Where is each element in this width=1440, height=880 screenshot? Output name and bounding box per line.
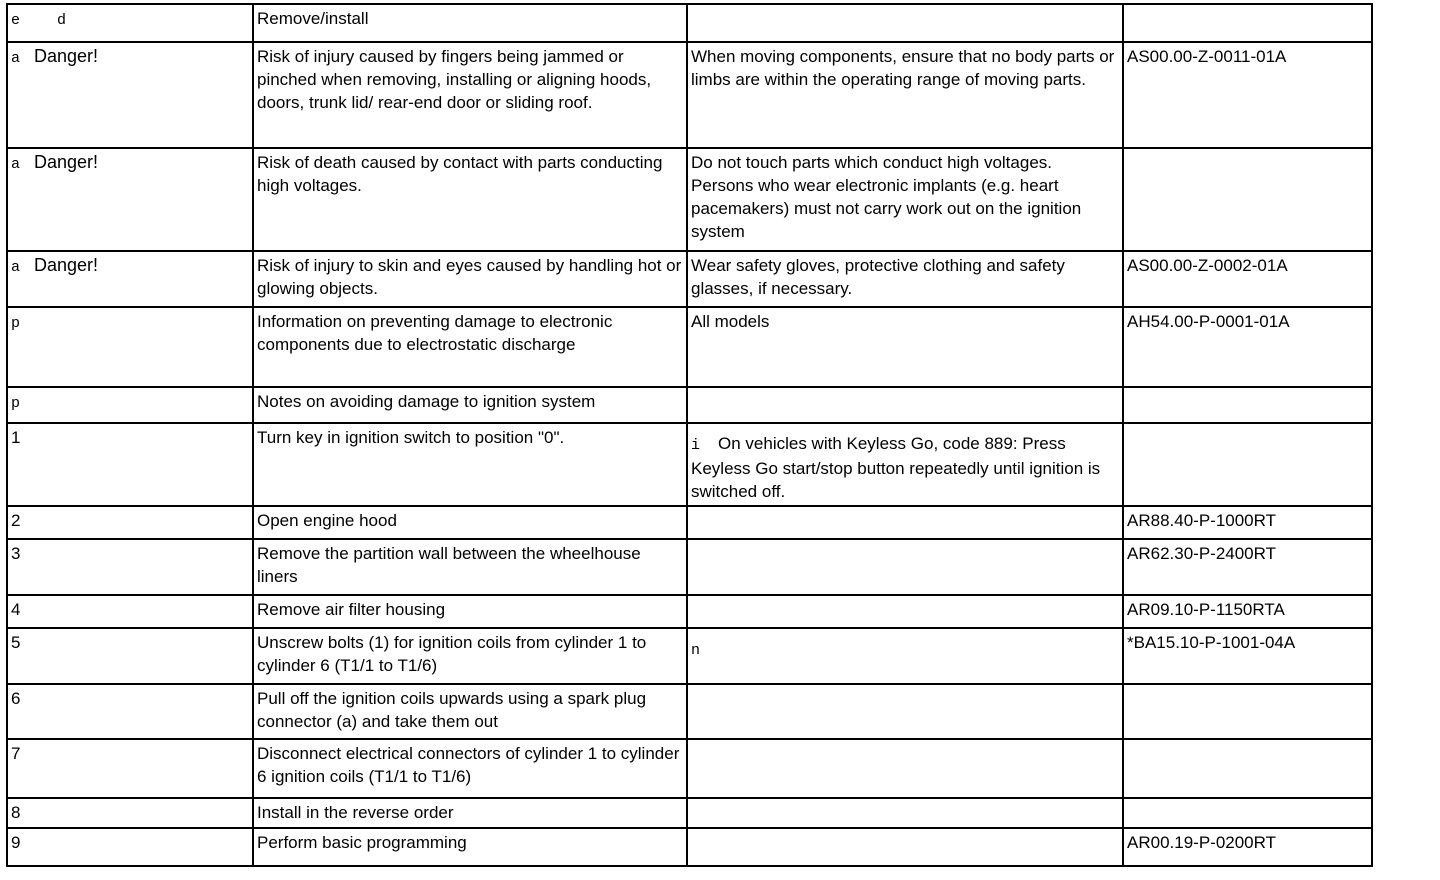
danger-label: Danger! (34, 46, 99, 66)
step-number: 8 (11, 803, 21, 822)
header-action-cell (253, 4, 687, 42)
danger-icon: a (11, 156, 21, 173)
step-description-cell (253, 628, 687, 684)
header-empty-ref-cell (1123, 4, 1372, 42)
header-symbol-cell (7, 4, 253, 42)
step-number-cell (7, 684, 253, 739)
step-reference-cell (1123, 539, 1372, 595)
step-measure-cell (687, 628, 1123, 684)
warning-reference-cell (1123, 251, 1372, 307)
step-reference[interactable]: AR62.30-P-2400RT (1127, 544, 1276, 563)
step-row (7, 506, 1372, 539)
warning-reference-cell (1123, 148, 1372, 251)
step-description: Perform basic programming (257, 833, 467, 852)
warning-reference-cell (1123, 42, 1372, 148)
warning-reference[interactable]: AS00.00-Z-0002-01A (1127, 256, 1288, 275)
info-row (7, 387, 1372, 423)
warning-row (7, 148, 1372, 251)
danger-label: Danger! (34, 255, 99, 275)
step-description-cell (253, 798, 687, 828)
step-measure-cell (687, 506, 1123, 539)
step-description-cell (253, 506, 687, 539)
step-reference[interactable]: AR88.40-P-1000RT (1127, 511, 1276, 530)
warning-measure: Wear safety gloves, protective clothing and safety glasses, if necessary. (691, 256, 1065, 298)
step-row (7, 628, 1372, 684)
step-number-cell (7, 739, 253, 798)
step-row (7, 595, 1372, 628)
step-reference-cell (1123, 628, 1372, 684)
step-description-cell (253, 539, 687, 595)
step-row (7, 423, 1372, 506)
danger-icon: a (11, 259, 21, 276)
step-row (7, 684, 1372, 739)
warning-description-cell (253, 148, 687, 251)
step-row (7, 739, 1372, 798)
prevention-icon: p (11, 315, 21, 332)
warning-description: Risk of injury to skin and eyes caused by handling hot or glowing objects. (257, 256, 682, 298)
step-description: Pull off the ignition coils upwards using a spark plug connector (a) and take them out (257, 689, 647, 731)
step-measure-cell (687, 423, 1123, 506)
warning-description: Risk of death caused by contact with parts conducting high voltages. (257, 153, 663, 195)
warning-row (7, 251, 1372, 307)
info-description-cell (253, 387, 687, 423)
warning-measure-cell (687, 42, 1123, 148)
step-number: 4 (11, 600, 21, 619)
warning-label-cell (7, 148, 253, 251)
step-reference[interactable]: AR09.10-P-1150RTA (1127, 600, 1285, 619)
danger-icon: a (11, 50, 21, 67)
step-description-cell (253, 684, 687, 739)
step-measure-cell (687, 684, 1123, 739)
step-number-cell (7, 595, 253, 628)
step-number: 3 (11, 544, 21, 563)
prevention-icon: p (11, 395, 21, 412)
step-number-cell (7, 506, 253, 539)
info-icon: i (691, 437, 701, 454)
step-reference-cell (1123, 595, 1372, 628)
step-description: Disconnect electrical connectors of cylinder 1 to cylinder 6 ignition coils (T1/1 to T1/6) (257, 744, 680, 786)
step-reference-cell (1123, 423, 1372, 506)
warning-label-cell (7, 251, 253, 307)
info-reference-cell (1123, 307, 1372, 387)
step-measure-cell (687, 798, 1123, 828)
step-number-cell (7, 628, 253, 684)
step-number: 2 (11, 511, 21, 530)
info-description: Notes on avoiding damage to ignition system (257, 392, 596, 411)
step-number: 7 (11, 744, 21, 763)
info-description: Information on preventing damage to electronic components due to electrostatic discharge (257, 312, 613, 354)
warning-label-cell (7, 42, 253, 148)
step-measure-cell (687, 739, 1123, 798)
header-action-label: Remove/install (257, 9, 369, 28)
step-number-cell (7, 539, 253, 595)
step-description-cell (253, 423, 687, 506)
danger-label: Danger! (34, 152, 99, 172)
note-icon: n (691, 642, 701, 659)
step-measure-cell (687, 539, 1123, 595)
info-measure-cell (687, 307, 1123, 387)
step-measure-cell (687, 828, 1123, 866)
info-row (7, 307, 1372, 387)
step-description: Open engine hood (257, 511, 397, 530)
info-measure-cell (687, 387, 1123, 423)
header-empty-cell (687, 4, 1123, 42)
step-reference-cell (1123, 506, 1372, 539)
step-row (7, 798, 1372, 828)
info-reference[interactable]: AH54.00-P-0001-01A (1127, 312, 1290, 331)
step-reference[interactable]: *BA15.10-P-1001-04A (1127, 633, 1296, 652)
step-number: 6 (11, 689, 21, 708)
warning-reference[interactable]: AS00.00-Z-0011-01A (1127, 47, 1287, 66)
step-reference[interactable]: AR00.19-P-0200RT (1127, 833, 1276, 852)
info-description-cell (253, 307, 687, 387)
step-number: 1 (11, 428, 21, 447)
info-reference-cell (1123, 387, 1372, 423)
step-number-cell (7, 798, 253, 828)
step-number: 9 (11, 833, 21, 852)
step-measure-cell (687, 595, 1123, 628)
work-procedure-table (6, 3, 1373, 867)
step-number-cell (7, 828, 253, 866)
warning-measure-cell (687, 148, 1123, 251)
remove-install-symbol: e d (11, 12, 81, 29)
info-measure: All models (691, 312, 770, 331)
step-row (7, 828, 1372, 866)
header-row (7, 4, 1372, 42)
warning-description-cell (253, 251, 687, 307)
step-description: Unscrew bolts (1) for ignition coils from cylinder 1 to cylinder 6 (T1/1 to T1/6) (257, 633, 647, 675)
info-symbol-cell (7, 307, 253, 387)
info-symbol-cell (7, 387, 253, 423)
step-number-cell (7, 423, 253, 506)
step-description-cell (253, 595, 687, 628)
step-description: Turn key in ignition switch to position "0". (257, 428, 565, 447)
warning-description-cell (253, 42, 687, 148)
step-description-cell (253, 739, 687, 798)
step-description: Remove the partition wall between the wheelhouse liners (257, 544, 641, 586)
warning-description: Risk of injury caused by fingers being jammed or pinched when removing, installing or aligning hoods, doors, trunk lid/ rear-end door or sliding roof. (257, 47, 652, 112)
step-row (7, 539, 1372, 595)
warning-row (7, 42, 1372, 148)
step-reference-cell (1123, 684, 1372, 739)
step-reference-cell (1123, 828, 1372, 866)
step-description-cell (253, 828, 687, 866)
warning-measure: When moving components, ensure that no body parts or limbs are within the operating range of moving parts. (691, 47, 1115, 89)
step-reference-cell (1123, 739, 1372, 798)
step-reference-cell (1123, 798, 1372, 828)
step-description: Install in the reverse order (257, 803, 454, 822)
warning-measure-cell (687, 251, 1123, 307)
step-measure: On vehicles with Keyless Go, code 889: Press Keyless Go start/stop button repeatedly until ignition is switched off. (691, 434, 1101, 501)
warning-measure: Do not touch parts which conduct high voltages. Persons who wear electronic implants (e.g. heart pacemakers) must not carry work out on the ignition system (691, 153, 1082, 241)
step-description: Remove air filter housing (257, 600, 446, 619)
step-number: 5 (11, 633, 21, 652)
